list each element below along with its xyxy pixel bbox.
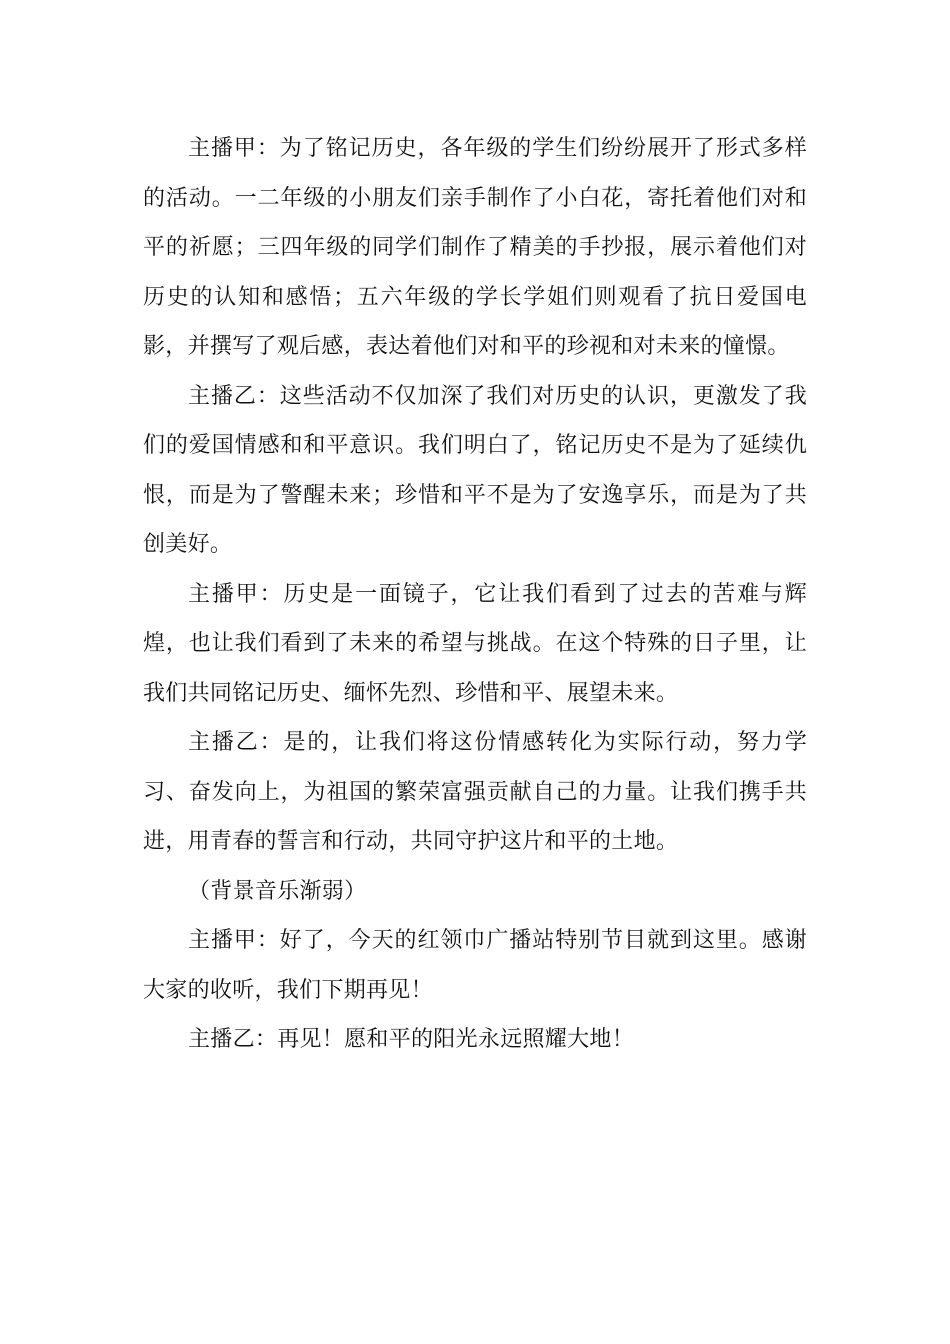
paragraph-host-b-action: 主播乙：是的，让我们将这份情感转化为实际行动，努力学习、奋发向上，为祖国的繁荣富强贡献自己的力量。让我们携手共进，用青春的誓言和行动，共同守护这片和平的土地。 <box>143 730 807 854</box>
paragraph-host-a-mirror: 主播甲：历史是一面镜子，它让我们看到了过去的苦难与辉煌，也让我们看到了未来的希望与挑战。在这个特殊的日子里，让我们共同铭记历史、缅怀先烈、珍惜和平、展望未来。 <box>143 581 807 706</box>
document-body <box>143 124 807 1065</box>
paragraph-host-b-awareness: 主播乙：这些活动不仅加深了我们对历史的认识，更激发了我们的爱国情感和和平意识。我们明白了，铭记历史不是为了延续仇恨，而是为了警醒未来；珍惜和平不是为了安逸享乐，而是为了共创美好。 <box>143 383 807 557</box>
paragraph-host-b-farewell: 主播乙：再见！愿和平的阳光永远照耀大地！ <box>188 1027 635 1052</box>
paragraph-host-a-closing: 主播甲：好了，今天的红领巾广播站特别节目就到这里。感谢大家的收听，我们下期再见！ <box>143 928 807 1003</box>
stage-direction-music-fade: （背景音乐渐弱） <box>188 878 367 904</box>
paragraph-host-a-activities: 主播甲：为了铭记历史，各年级的学生们纷纷展开了形式多样的活动。一二年级的小朋友们亲手制作了小白花，寄托着他们对和平的祈愿；三四年级的同学们制作了精美的手抄报，展示着他们对历史的认知和感悟；五六年级的学长学姐们则观看了抗日爱国电影，并撰写了观后感，表达着他们对和平的珍视和对未来的憧憬。 <box>143 136 807 359</box>
